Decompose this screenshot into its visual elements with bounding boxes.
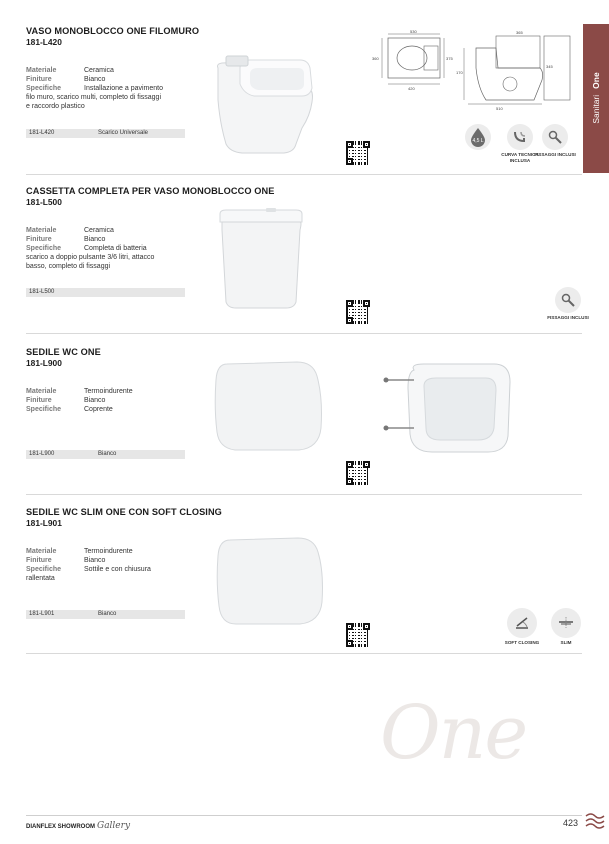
side-tab-series: One bbox=[591, 72, 601, 89]
product-code-bar bbox=[26, 610, 185, 619]
water-drop-4-5l-icon bbox=[465, 124, 491, 150]
section-divider bbox=[26, 333, 582, 334]
badge-water-text: 4,5 L bbox=[472, 138, 484, 144]
badge-label: SLIM bbox=[560, 640, 572, 645]
spec-value: Completa di batteria bbox=[84, 245, 147, 252]
dim-label: 360 bbox=[372, 56, 379, 61]
side-tab-text bbox=[591, 72, 601, 123]
fixing-screws-icon bbox=[542, 124, 568, 150]
spec-value: Ceramica bbox=[84, 227, 114, 234]
dim-label: 510 bbox=[496, 106, 503, 111]
badge-label: FISSAGGI INCLUSI bbox=[547, 315, 589, 320]
slim-seat-lid-image bbox=[216, 536, 324, 628]
badge-fixings bbox=[546, 287, 590, 321]
badge-water-volume bbox=[456, 124, 500, 150]
bar-note: Bianco bbox=[98, 611, 117, 617]
dim-label: 345 bbox=[546, 64, 553, 69]
product-sedile-slim bbox=[26, 507, 582, 617]
bar-code: 181-L500 bbox=[29, 289, 55, 295]
product-title: SEDILE WC SLIM ONE CON SOFT CLOSING bbox=[26, 507, 222, 517]
product-code: 181-L901 bbox=[26, 518, 62, 528]
product-code-bar bbox=[26, 450, 185, 459]
spec-value: Termoindurente bbox=[84, 388, 133, 395]
category-side-tab bbox=[583, 24, 609, 173]
badge-fixings bbox=[533, 124, 577, 158]
product-title: SEDILE WC ONE bbox=[26, 347, 101, 357]
spec-label: Finiture bbox=[26, 557, 52, 564]
badge-label: FISSAGGI INCLUSI bbox=[534, 152, 576, 157]
bar-note: Scarico Universale bbox=[98, 130, 149, 136]
spec-continuation: e raccordo plastico bbox=[26, 103, 85, 110]
spec-continuation: basso, completo di fissaggi bbox=[26, 263, 111, 270]
section-divider bbox=[26, 174, 582, 175]
badge-label: SOFT CLOSING bbox=[504, 640, 540, 645]
spec-value: Installazione a pavimento bbox=[84, 85, 163, 92]
page-number: 423 bbox=[563, 818, 579, 828]
spec-value: Bianco bbox=[84, 236, 106, 243]
spec-continuation: filo muro, scarico multi, completo di fissaggi bbox=[26, 94, 161, 101]
footer-divider bbox=[26, 815, 582, 816]
qr-code[interactable] bbox=[346, 623, 370, 647]
dim-label: 420 bbox=[408, 86, 415, 91]
dim-label: 375 bbox=[446, 56, 453, 61]
spec-label: Materiale bbox=[26, 67, 57, 74]
curved-flush-icon bbox=[507, 124, 533, 150]
soft-closing-icon bbox=[507, 608, 537, 638]
dim-label: 170 bbox=[456, 70, 463, 75]
spec-value: Bianco bbox=[84, 557, 106, 564]
badge-label: CURVA TECNICA INCLUSA bbox=[501, 152, 539, 163]
spec-value: Coprente bbox=[84, 406, 113, 413]
product-code: 181-L420 bbox=[26, 37, 62, 47]
spec-value: Termoindurente bbox=[84, 548, 133, 555]
section-divider bbox=[26, 494, 582, 495]
product-specs bbox=[26, 387, 226, 414]
section-divider bbox=[26, 653, 582, 654]
product-specs bbox=[26, 226, 226, 271]
spec-label: Specifiche bbox=[26, 245, 62, 252]
qr-code[interactable] bbox=[346, 300, 370, 324]
product-code-bar bbox=[26, 288, 185, 297]
product-specs bbox=[26, 547, 226, 583]
product-code: 181-L500 bbox=[26, 197, 62, 207]
spec-label: Specifiche bbox=[26, 85, 62, 92]
spec-label: Materiale bbox=[26, 388, 57, 395]
badge-soft-closing bbox=[500, 608, 544, 646]
series-watermark: One bbox=[380, 690, 527, 776]
spec-continuation: scarico a doppio pulsante 3/6 litri, attacco bbox=[26, 254, 155, 261]
technical-drawing-side-view bbox=[456, 28, 578, 112]
toilet-product-image bbox=[210, 54, 322, 158]
bar-note: Bianco bbox=[98, 451, 117, 457]
spec-label: Specifiche bbox=[26, 566, 62, 573]
product-specs bbox=[26, 66, 226, 111]
waves-logo-icon bbox=[584, 810, 606, 830]
bar-code: 181-L420 bbox=[29, 130, 55, 136]
spec-label: Finiture bbox=[26, 397, 52, 404]
spec-value: Ceramica bbox=[84, 67, 114, 74]
spec-value: Bianco bbox=[84, 76, 106, 83]
seat-lid-image bbox=[213, 358, 325, 454]
badge-slim bbox=[544, 608, 588, 646]
bar-code: 181-L901 bbox=[29, 611, 55, 617]
technical-drawing-top-view bbox=[372, 28, 462, 92]
footer-brand bbox=[26, 821, 130, 831]
product-cassetta bbox=[26, 186, 582, 295]
dim-label: 530 bbox=[410, 29, 417, 34]
spec-label: Finiture bbox=[26, 236, 52, 243]
product-title: CASSETTA COMPLETA PER VASO MONOBLOCCO ONE bbox=[26, 186, 275, 196]
spec-label: Finiture bbox=[26, 76, 52, 83]
qr-code[interactable] bbox=[346, 461, 370, 485]
spec-value: Bianco bbox=[84, 397, 106, 404]
dim-label: 365 bbox=[516, 30, 523, 35]
spec-label: Materiale bbox=[26, 548, 57, 555]
product-code: 181-L900 bbox=[26, 358, 62, 368]
slim-seat-icon bbox=[551, 608, 581, 638]
product-title: VASO MONOBLOCCO ONE FILOMURO bbox=[26, 26, 200, 36]
spec-value: Sottile e con chiusura bbox=[84, 566, 151, 573]
qr-code[interactable] bbox=[346, 141, 370, 165]
cistern-product-image bbox=[216, 208, 306, 310]
footer-brand-script: Gallery bbox=[97, 821, 131, 831]
bar-code: 181-L900 bbox=[29, 451, 55, 457]
seat-open-image bbox=[380, 360, 514, 456]
spec-continuation: rallentata bbox=[26, 575, 55, 582]
spec-label: Materiale bbox=[26, 227, 57, 234]
side-tab-category: Sanitari bbox=[591, 94, 601, 124]
fixing-screws-icon bbox=[555, 287, 581, 313]
spec-label: Specifiche bbox=[26, 406, 62, 413]
product-code-bar bbox=[26, 129, 185, 138]
footer-brand-text: DIANFLEX SHOWROOM bbox=[26, 824, 95, 830]
